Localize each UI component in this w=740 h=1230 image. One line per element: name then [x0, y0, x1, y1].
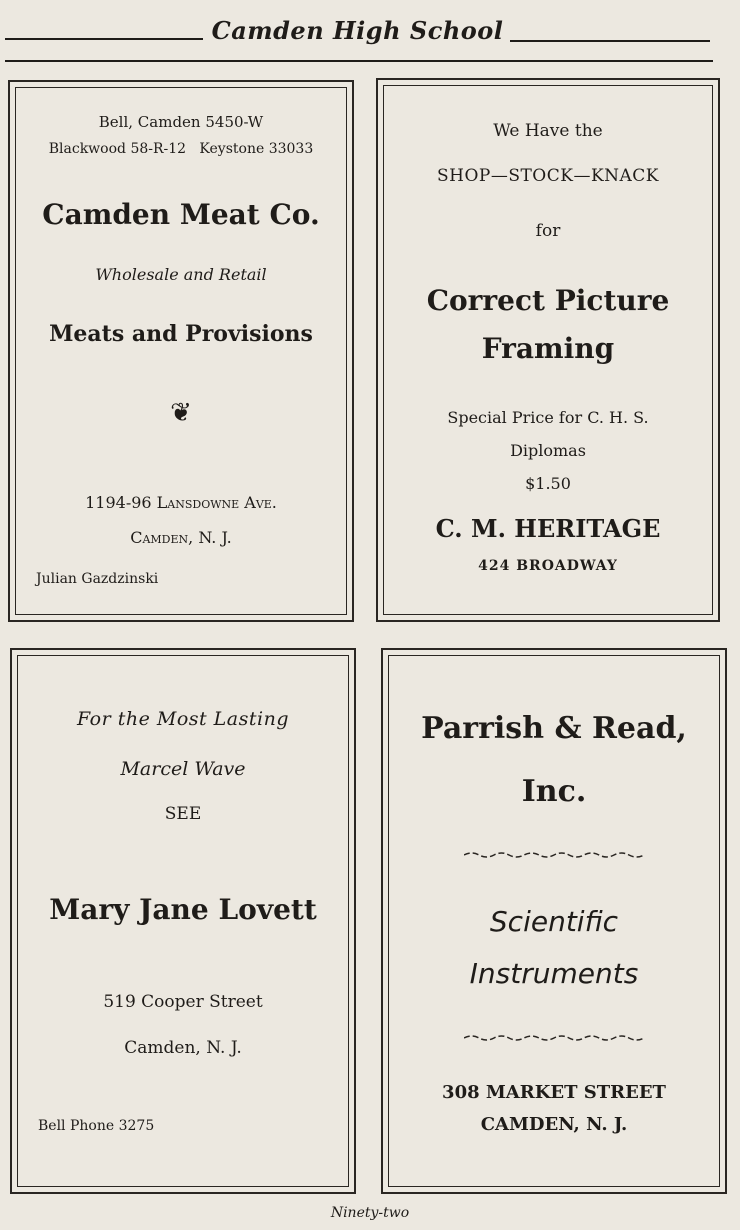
street-address: 519 Cooper Street [103, 992, 263, 1012]
business-name-line-1: Parrish & Read, [421, 711, 687, 746]
header-title: Camden High School [211, 16, 504, 45]
business-name: Camden Meat Co. [42, 198, 320, 231]
offer-line-2: Diplomas [510, 441, 586, 460]
intro-line: We Have the [493, 121, 603, 141]
intro-line-2: Marcel Wave [120, 758, 246, 780]
ad-parrish-read [381, 648, 727, 1194]
phone-line-2: Blackwood 58-R-12 Keystone 33033 [48, 141, 314, 157]
for-line: for [535, 221, 561, 241]
business-name-line-2: Inc. [521, 774, 587, 809]
product-line: Meats and Provisions [49, 321, 313, 347]
ad-inner-border [17, 655, 349, 1187]
intro-line-1: For the Most Lasting [77, 708, 289, 730]
headline-line-1: Correct Picture [426, 284, 670, 317]
business-name: C. M. HERITAGE [435, 514, 661, 543]
phone: Bell Phone 3275 [38, 1118, 155, 1134]
business-name: Mary Jane Lovett [49, 893, 317, 926]
product-line-1: Scientific [489, 905, 619, 938]
phone-line-1: Bell, Camden 5450-W [98, 113, 264, 131]
page-number: Ninety-two [330, 1205, 410, 1221]
street-address: 308 MARKET STREET [442, 1082, 666, 1103]
ad-inner-border [383, 85, 713, 615]
city: CAMDEN, N. J. [480, 1114, 628, 1135]
ad-inner-border [388, 655, 720, 1187]
offer-line-1: Special Price for C. H. S. [447, 408, 649, 427]
wavy-divider-bottom [464, 1034, 644, 1042]
ad-heritage-framing [376, 78, 720, 622]
ad-mary-jane-lovett [10, 648, 356, 1194]
shop-stock-knack: SHOP—STOCK—KNACK [436, 166, 660, 186]
header-rule-right [510, 40, 710, 42]
city: Camden, N. J. [124, 1038, 242, 1058]
price: $1.50 [525, 474, 571, 493]
proprietor: Julian Gazdzinski [36, 571, 159, 587]
ad-inner-border [15, 87, 347, 615]
see-line: SEE [164, 804, 202, 824]
page-header [0, 0, 740, 70]
product-line-2: Instruments [469, 957, 639, 990]
city: Camden, N. J. [130, 528, 232, 547]
tagline: Wholesale and Retail [95, 265, 267, 284]
headline-line-2: Framing [481, 332, 615, 365]
ad-camden-meat [8, 80, 354, 622]
street-address: 1194-96 Lansdowne Ave. [85, 493, 277, 512]
header-rule-bottom [5, 60, 713, 62]
ornament-icon: ❦ [170, 398, 192, 428]
header-rule-left [5, 38, 203, 40]
wavy-divider-top [464, 851, 644, 859]
street-address: 424 BROADWAY [478, 558, 618, 574]
